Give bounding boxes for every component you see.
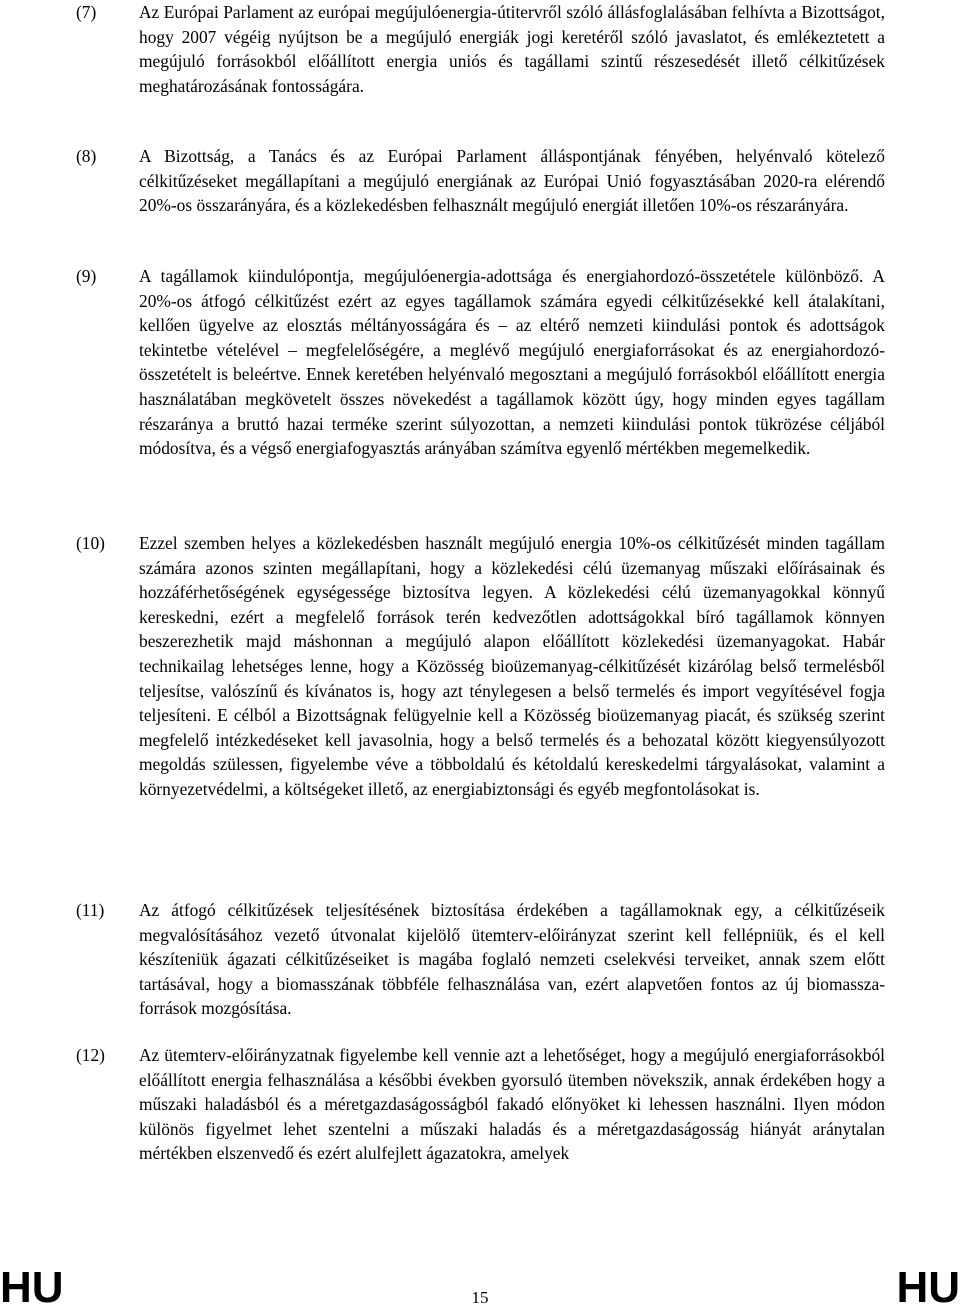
recital-text: Az átfogó célkitűzések teljesítésének biztosítása érdekében a tagállamoknak egy, a célkitűzéseik megvalósításához vezető útvonalat kijelölő ütemterv-előirányzat szerint kell fellépniük, és el kell készíteniük ágazati célkitűzéseiket is magába foglaló nemzeti cselekvési terveiket, annak szem előtt tartásával, hogy a biomasszának többféle felhasználása van, ezért alapvetően fontos az új biomassza-források mozgósítása. xyxy=(139,900,885,1019)
footer-language-code-left: HU xyxy=(0,1263,64,1312)
footer-language-code-right: HU xyxy=(896,1263,960,1312)
recital-text: Az Európai Parlament az európai megújulóenergia-útitervről szóló állásfoglalásában felhívta a Bizottságot, hogy 2007 végéig nyújtson be a megújuló energiák jogi keretéről szóló javaslatot, és emlékeztetett a megújuló forrásokból előállított energia uniós és tagállami szintű részesedését illető célkitűzések meghatározásának fontosságára. xyxy=(139,2,885,96)
recital-number: (9) xyxy=(76,266,97,286)
recital-text: Ezzel szemben helyes a közlekedésben használt megújuló energia 10%-os célkitűzését minden tagállam számára azonos szinten megállapítani, hogy a közlekedési célú üzemanyag műszaki előírásainak és hozzáférhetőségének egységessége biztosítva legyen. A közlekedési célú üzemanyagokkal könnyű kereskedni, ezért a megfelelő források terén kedvezőtlen adottságokkal bíró tagállamok könnyen beszerezhetik majd máshonnan a megújuló alapon előállított közlekedési üzemanyagokat. Habár technikailag lehetséges lenne, hogy a Közösség bioüzemanyag-célkitűzését kizárólag belső termelésből teljesítse, valószínű és kívánatos is, hogy azt ténylegesen a belső termelés és import vegyítésével fogja teljesíteni. E célból a Bizottságnak felügyelnie kell a Közösség bioüzemanyag piacát, és szükség szerint megfelelő intézkedéseket kell javasolnia, hogy a belső termelés és a behozatal között kiegyensúlyozott megoldás szülessen, figyelembe véve a többoldalú és kétoldalú kereskedelmi tárgyalásokat, valamint a környezetvédelmi, a költségeket illető, az energiabiztonsági és egyéb megfontolásokat is. xyxy=(139,533,885,799)
recital-number: (10) xyxy=(76,533,105,553)
recital-number: (11) xyxy=(76,900,105,920)
recital-text: A Bizottság, a Tanács és az Európai Parlament álláspontjának fényében, helyénvaló kötelező célkitűzéseket megállapítani a megújuló energiának az Európai Unió fogyasztásában 2020-ra elérendő 20%-os összarányára, és a közlekedésben felhasznált megújuló energiát illetően 10%-os részarányára. xyxy=(139,146,885,216)
recital-number: (7) xyxy=(76,2,97,22)
recital-number: (8) xyxy=(76,146,97,166)
page-number: 15 xyxy=(471,1288,489,1307)
recital-text: A tagállamok kiindulópontja, megújulóenergia-adottsága és energiahordozó-összetétele különböző. A 20%-os átfogó célkitűzést ezért az egyes tagállamok számára egyedi célkitűzésekké kell átalakítani, kellően ügyelve az elosztás méltányosságára és – az eltérő nemzeti kiindulási pontok és adottságok tekintetbe vételével – megfelelőségére, a meglévő megújuló energiaforrásokat és az energiahordozó-összetételt is beleértve. Ennek keretében helyénvaló megosztani a megújuló forrásokból előállított energia használatában megkövetelt összes növekedést a tagállamok között úgy, hogy minden egyes tagállam részaránya a bruttó hazai terméke szerint súlyozottan, a nemzeti kiindulási pontok tükrözése céljából módosítva, és a végső energiafogyasztás arányában számítva egyenlő mértékben megemelkedik. xyxy=(139,266,885,459)
recital-number: (12) xyxy=(76,1045,105,1065)
recital-text: Az ütemterv-előirányzatnak figyelembe kell vennie azt a lehetőséget, hogy a megújuló energiaforrásokból előállított energia felhasználása a későbbi években gyorsuló ütemben növekszik, annak érdekében hogy a műszaki haladásból és a méretgazdaságosságból fakadó előnyöket ki lehessen használni. Ilyen módon különös figyelmet lehet szentelni a műszaki haladás és a méretgazdaságosság hiányát aránytalan mértékben elszenvedő és ezért alulfejlett ágazatokra, amelyek xyxy=(139,1045,885,1164)
